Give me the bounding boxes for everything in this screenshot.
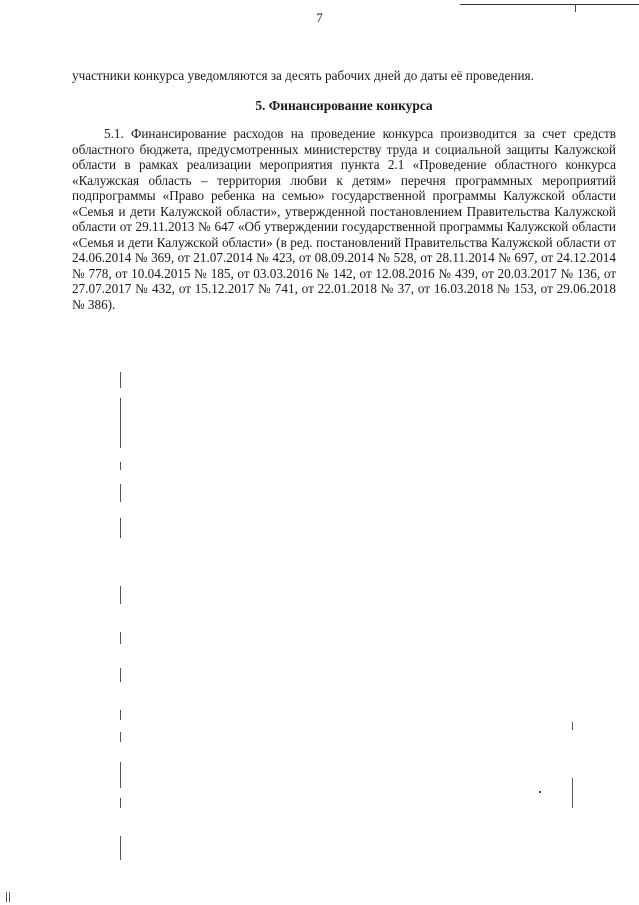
scan-artifact-vline	[120, 798, 121, 808]
scan-artifact-vline	[9, 892, 10, 902]
scan-artifact-line	[460, 4, 639, 5]
scan-artifact-vline	[120, 732, 121, 742]
scan-artifact-vline	[120, 710, 121, 720]
scan-artifact-vline	[6, 892, 7, 902]
paragraph-5-1: 5.1. Финансирование расходов на проведение конкурса производится за счет средств областного бюджета, предусмотренных министерству труда и социальной защиты Калужской области в рамках реализации мероприятия пункта 2.1 «Проведение областного конкурса «Калужская область – территория любви к детям» перечня программных мероприятий подпрограммы «Право ребенка на семью» государственной программы Калужской области «Семья и дети Калужской области», утвержденной постановлением Правительства Калужской области от 29.11.2013 № 647 «Об утверждении государственной программы Калужской области «Семья и дети Калужской области» (в ред. постановлений Правительства Калужской области от 24.06.2014 № 369, от 21.07.2014 № 423, от 08.09.2014 № 528, от 28.11.2014 № 697, от 24.12.2014 № 778, от 10.04.2015 № 185, от 03.03.2016 № 142, от 12.08.2016 № 439, от 20.03.2017 № 136, от 27.07.2017 № 432, от 15.12.2017 № 741, от 22.01.2018 № 37, от 16.03.2018 № 153, от 29.06.2018 № 386).	[72, 126, 616, 312]
scan-artifact-vline	[572, 778, 573, 808]
scan-artifact-vline	[120, 398, 121, 448]
scan-artifact-vline	[120, 372, 121, 388]
scan-artifact-vline	[120, 836, 121, 860]
scan-artifact-vline	[120, 632, 121, 644]
section-heading: 5. Финансирование конкурса	[255, 98, 433, 113]
scan-artifact-vline	[120, 586, 121, 604]
page-number: 7	[316, 10, 323, 25]
scan-artifact-vline	[120, 668, 121, 682]
scan-artifact-vline	[120, 462, 121, 470]
scan-artifact-vline	[572, 722, 573, 730]
scan-artifact-vline	[120, 518, 121, 538]
scan-artifact-vline	[120, 762, 121, 788]
scan-artifact-dot	[539, 791, 541, 793]
scan-artifact-vline	[120, 484, 121, 502]
continuation-text: участники конкурса уведомляются за десять рабочих дней до даты её проведения.	[72, 68, 534, 83]
